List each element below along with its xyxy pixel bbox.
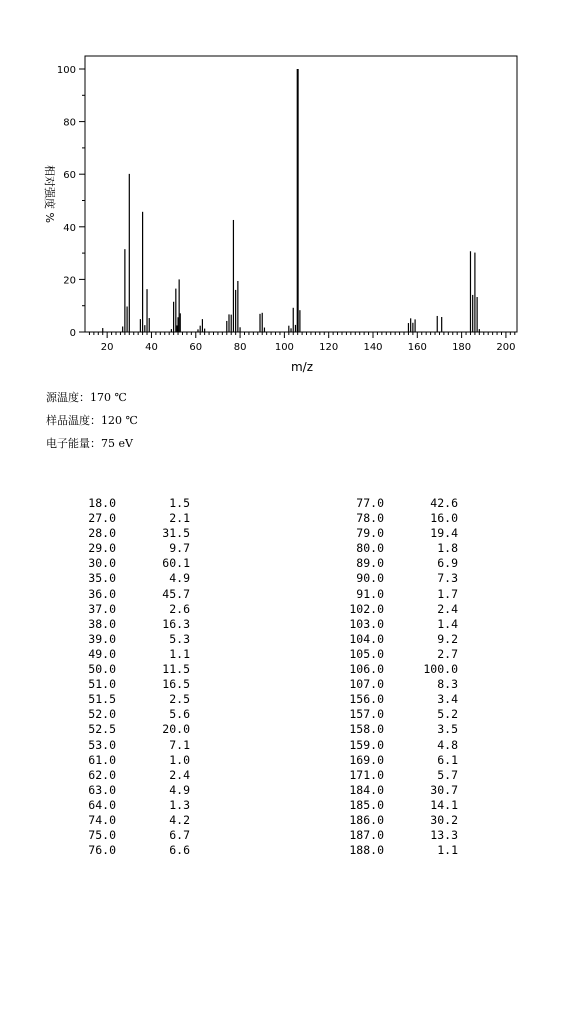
intensity-value: 7.1 (169, 737, 190, 752)
intensity-value: 13.3 (430, 828, 458, 843)
mz-value: 186.0 (349, 812, 384, 827)
table-row (58, 496, 190, 511)
x-tick-label: 160 (407, 342, 427, 353)
x-tick-label: 120 (319, 342, 339, 353)
table-row (58, 587, 190, 602)
table-row (58, 843, 190, 858)
table-row (326, 753, 458, 768)
mz-value: 79.0 (356, 526, 384, 541)
x-tick-label: 140 (363, 342, 383, 353)
mz-value: 52.5 (88, 722, 116, 737)
intensity-value: 1.5 (169, 496, 190, 510)
mz-value: 187.0 (349, 828, 384, 843)
table-row (58, 677, 190, 692)
y-tick-label: 0 (69, 328, 76, 339)
table-row (58, 541, 190, 556)
intensity-value: 1.4 (437, 616, 458, 631)
table-row (326, 692, 458, 707)
table-row (58, 813, 190, 828)
mz-value: 61.0 (88, 752, 116, 767)
mz-value: 89.0 (356, 556, 384, 571)
y-axis-label-text: 相对强度 % (43, 165, 56, 223)
table-row (326, 632, 458, 647)
mz-value: 28.0 (88, 526, 116, 541)
mz-value: 53.0 (88, 737, 116, 752)
table-row (58, 722, 190, 737)
intensity-value: 9.7 (169, 541, 190, 556)
intensity-value: 30.2 (430, 812, 458, 827)
source-temperature: 源温度：170 ℃ (46, 391, 127, 404)
intensity-value: 2.7 (437, 646, 458, 661)
mz-value: 51.0 (88, 677, 116, 692)
intensity-value: 8.3 (437, 677, 458, 692)
y-tick-label: 20 (63, 275, 76, 287)
intensity-value: 3.4 (437, 692, 458, 707)
table-row (326, 738, 458, 753)
intensity-value: 4.9 (169, 782, 190, 797)
table-row (58, 511, 190, 526)
intensity-value: 2.5 (169, 692, 190, 707)
intensity-value: 5.2 (437, 707, 458, 722)
table-row (58, 526, 190, 541)
x-axis (89, 332, 515, 353)
table-row (58, 662, 190, 677)
table-row (326, 662, 458, 677)
mz-value: 18.0 (88, 496, 116, 510)
intensity-value: 2.6 (169, 601, 190, 616)
mz-value: 105.0 (349, 646, 384, 661)
mz-value: 102.0 (349, 601, 384, 616)
intensity-value: 5.3 (169, 631, 190, 646)
mz-value: 51.5 (88, 692, 116, 707)
mz-value: 36.0 (88, 586, 116, 601)
mz-value: 80.0 (356, 541, 384, 556)
table-row (58, 692, 190, 707)
intensity-value: 11.5 (162, 662, 190, 677)
table-row (326, 571, 458, 586)
intensity-value: 1.7 (437, 586, 458, 601)
intensity-value: 20.0 (162, 722, 190, 737)
table-row (326, 587, 458, 602)
table-row (326, 526, 458, 541)
intensity-value: 6.1 (437, 752, 458, 767)
electron-energy: 电子能量：75 eV (46, 437, 133, 450)
y-tick-label: 60 (63, 170, 76, 182)
intensity-value: 9.2 (437, 631, 458, 646)
mz-value: 62.0 (88, 767, 116, 782)
mz-value: 38.0 (88, 616, 116, 631)
intensity-value: 100.0 (423, 662, 458, 677)
mz-value: 185.0 (349, 797, 384, 812)
intensity-value: 4.2 (169, 812, 190, 827)
y-axis-label (43, 165, 57, 223)
intensity-value: 1.1 (169, 646, 190, 661)
mz-value: 39.0 (88, 631, 116, 646)
spectrum-peaks (103, 69, 480, 332)
table-row (326, 511, 458, 526)
table-row (326, 813, 458, 828)
intensity-value: 5.7 (437, 767, 458, 782)
mz-value: 63.0 (88, 782, 116, 797)
table-row (58, 783, 190, 798)
mz-value: 171.0 (349, 767, 384, 782)
mz-value: 74.0 (88, 812, 116, 827)
intensity-value: 60.1 (162, 556, 190, 571)
x-tick-label: 200 (496, 342, 516, 353)
mz-value: 27.0 (88, 511, 116, 526)
mz-value: 159.0 (349, 737, 384, 752)
mz-value: 188.0 (349, 843, 384, 858)
intensity-value: 6.7 (169, 828, 190, 843)
intensity-value: 1.0 (169, 752, 190, 767)
table-row (58, 647, 190, 662)
intensity-value: 30.7 (430, 782, 458, 797)
intensity-value: 31.5 (162, 526, 190, 541)
intensity-value: 16.0 (430, 511, 458, 526)
y-tick-label: 40 (63, 222, 76, 234)
mz-value: 29.0 (88, 541, 116, 556)
table-row (326, 541, 458, 556)
table-row (58, 571, 190, 586)
table-row (58, 798, 190, 813)
intensity-value: 1.1 (437, 843, 458, 858)
table-row (326, 843, 458, 858)
table-row (58, 828, 190, 843)
mz-value: 49.0 (88, 646, 116, 661)
mz-value: 30.0 (88, 556, 116, 571)
table-row (326, 602, 458, 617)
intensity-value: 4.8 (437, 737, 458, 752)
mz-value: 184.0 (349, 782, 384, 797)
x-tick-label: 100 (274, 342, 294, 353)
table-row (58, 738, 190, 753)
table-row (326, 617, 458, 632)
mz-value: 76.0 (88, 843, 116, 858)
mz-value: 158.0 (349, 722, 384, 737)
mz-value: 35.0 (88, 571, 116, 586)
table-row (58, 753, 190, 768)
x-tick-label: 80 (233, 342, 247, 353)
peak-table-right (326, 496, 458, 858)
table-row (58, 556, 190, 571)
mz-value: 90.0 (356, 571, 384, 586)
mz-value: 78.0 (356, 511, 384, 526)
table-row (58, 768, 190, 783)
y-axis (57, 65, 85, 339)
mz-value: 156.0 (349, 692, 384, 707)
mz-value: 103.0 (349, 616, 384, 631)
intensity-value: 14.1 (430, 797, 458, 812)
table-row (326, 828, 458, 843)
x-tick-label: 20 (100, 342, 114, 353)
mz-value: 104.0 (349, 631, 384, 646)
table-row (58, 617, 190, 632)
intensity-value: 5.6 (169, 707, 190, 722)
plot-frame (85, 56, 517, 332)
x-axis-label: m/z (290, 360, 314, 374)
intensity-value: 4.9 (169, 571, 190, 586)
intensity-value: 3.5 (437, 722, 458, 737)
mz-value: 75.0 (88, 828, 116, 843)
table-row (326, 556, 458, 571)
table-row (326, 647, 458, 662)
intensity-value: 1.3 (169, 797, 190, 812)
x-tick-label: 60 (189, 342, 203, 353)
mz-value: 157.0 (349, 707, 384, 722)
table-row (326, 677, 458, 692)
mz-value: 169.0 (349, 752, 384, 767)
mz-value: 107.0 (349, 677, 384, 692)
sample-temperature: 样品温度：120 ℃ (46, 414, 138, 427)
mz-value: 37.0 (88, 601, 116, 616)
mass-spectrum-chart (0, 0, 570, 380)
intensity-value: 42.6 (430, 496, 458, 510)
mz-value: 64.0 (88, 797, 116, 812)
table-row (326, 768, 458, 783)
intensity-value: 7.3 (437, 571, 458, 586)
x-tick-label: 40 (145, 342, 158, 353)
intensity-value: 6.9 (437, 556, 458, 571)
intensity-value: 2.4 (169, 767, 190, 782)
intensity-value: 2.4 (437, 601, 458, 616)
intensity-value: 16.3 (162, 616, 190, 631)
intensity-value: 19.4 (430, 526, 458, 541)
mz-value: 106.0 (349, 662, 384, 677)
intensity-value: 2.1 (169, 511, 190, 526)
intensity-value: 16.5 (162, 677, 190, 692)
peak-table-left (58, 496, 190, 858)
table-row (326, 496, 458, 511)
intensity-value: 45.7 (162, 586, 190, 601)
intensity-value: 6.6 (169, 843, 190, 858)
mz-value: 50.0 (88, 662, 116, 677)
x-tick-label: 180 (452, 342, 472, 353)
table-row (326, 798, 458, 813)
table-row (326, 783, 458, 798)
table-row (326, 707, 458, 722)
y-tick-label: 100 (56, 65, 76, 76)
table-row (58, 602, 190, 617)
mz-value: 91.0 (356, 586, 384, 601)
table-row (326, 722, 458, 737)
mz-value: 52.0 (88, 707, 116, 722)
y-tick-label: 80 (63, 117, 76, 129)
intensity-value: 1.8 (437, 541, 458, 556)
table-row (58, 707, 190, 722)
mz-value: 77.0 (356, 496, 384, 510)
table-row (58, 632, 190, 647)
